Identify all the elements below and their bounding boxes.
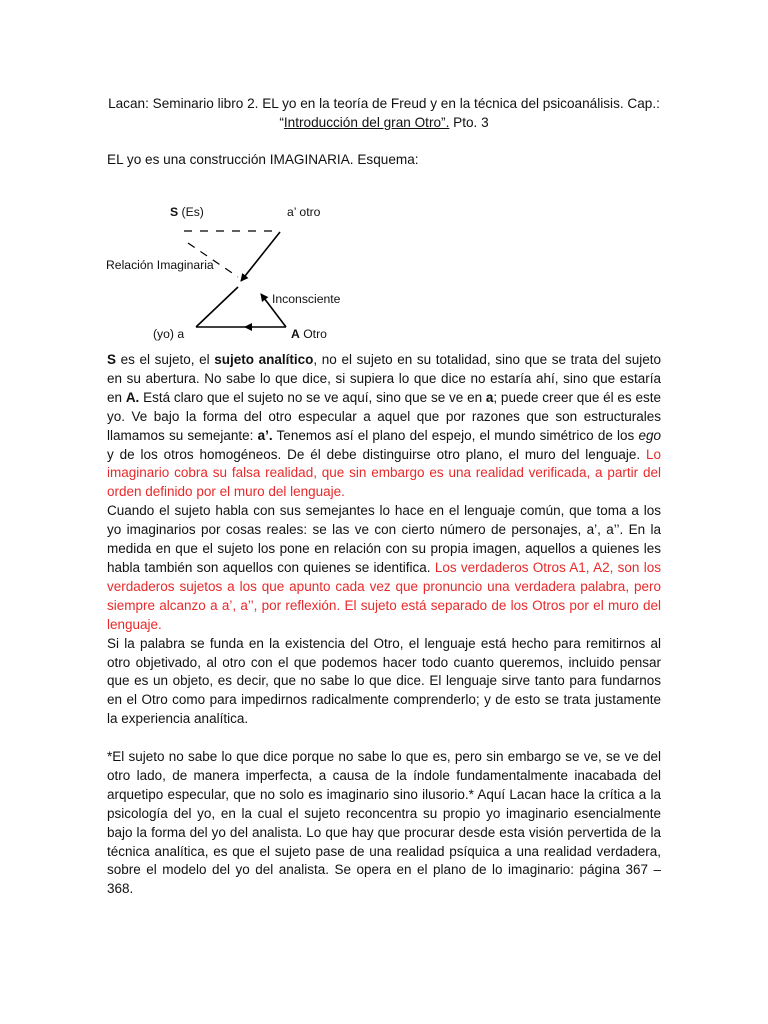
paragraph-3: Si la palabra se funda en la existencia del Otro, el lenguaje está hecho para remitirnos al otro objetivado, al otro con el que podemos hacer todo cuanto queremos, incluido pensar que es un objeto, es decir, que no sabe lo que dice. El lenguaje sirve tanto para fundarnos en el Otro como para impedirnos radicalmente comprenderlo; y de esto se trata justamente la experiencia analítica. xyxy=(107,635,661,727)
intro-line: EL yo es una construcción IMAGINARIA. Esquema: xyxy=(107,152,419,167)
document-title-line1: Lacan: Seminario libro 2. EL yo en la teoría de Freud y en la técnica del psicoanálisis. Cap.: xyxy=(108,96,660,111)
lacan-schema-diagram xyxy=(100,195,360,355)
paragraph-4: *El sujeto no sabe lo que dice porque no sabe lo que es, pero sin embargo se ve, se ve del otro lado, de manera imperfecta, a causa de la índole fundamentalmente inacabada del arquetipo especular, que no solo es imaginario sino ilusorio.* Aquí Lacan hace la crítica a la psicología del yo, en la cual el sujeto reconcentra su propio yo imaginario esencialmente bajo la forma del yo del analista. Lo que hay que procurar desde esta visión pervertida de la técnica analítica, es que el sujeto pase de una realidad psíquica a una realidad verdadera, sobre el modelo del yo del analista. Se opera en el plano de lo imaginario: página 367 – 368. xyxy=(107,749,661,897)
paragraph-2: Cuando el sujeto habla con sus semejantes lo hace en el lenguaje común, que toma a los yo imaginarios por cosas reales: se las ve con cierto número de personajes, a’, a’’. En la medida en que el sujeto los pone en relación con su propia imagen, aquellos a quienes les habla también son aquellos con quienes se identifica. Los verdaderos Otros A1, A2, son los verdaderos sujetos a los que apunto cada vez que pronuncio una verdadera palabra, pero siempre alcanzo a a’, a’’, por reflexión. El sujeto está separado de los Otros por el muro del lenguaje. xyxy=(107,503,661,632)
body-text xyxy=(107,351,661,899)
label-inconsciente: Inconsciente xyxy=(272,292,341,306)
title-point: Pto. 3 xyxy=(449,115,489,130)
title-underlined-chapter: Introducción del gran Otro”. xyxy=(283,115,450,130)
paragraph-1: S es el sujeto, el sujeto analítico, no el sujeto en su totalidad, sino que se trata del sujeto en su abertura. No sabe lo que dice, si supiera lo que dice no estaría ahí, sino que estaría en A. Está claro que el sujeto no se ve aquí, sino que se ve en a; puede creer que él es este yo. Ve bajo la forma del otro especular a aquel que por razones que son estructurales llamamos su semejante: a’. Tenemos así el plano del espejo, el mundo simétrico de los ego y de los otros homogéneos. De él debe distinguirse otro plano, el muro del lenguaje. Lo imaginario cobra su falsa realidad, que sin embargo es una realidad verificada, a partir del orden definido por el muro del lenguaje. xyxy=(107,352,662,500)
highlight-red-2: Los verdaderos Otros A1, A2, son los verdaderos sujetos a los que apunto cada vez que pronuncio una verdadera palabra, pero siempre alcanzo a a’, a’’, por reflexión. El sujeto está separado de los Otros por el muro del lenguaje. xyxy=(107,559,661,632)
document-title-line2 xyxy=(80,113,688,132)
title-open-quote: “ xyxy=(279,115,284,130)
label-s-es: S (Es) xyxy=(170,205,204,219)
line-center-to-yo-a xyxy=(196,287,238,327)
label-relacion-imaginaria: Relación Imaginaria xyxy=(106,258,214,272)
arrow-a-prime-to-center xyxy=(241,232,280,281)
label-A-otro: A Otro xyxy=(291,327,327,341)
label-a-otro: a’ otro xyxy=(287,205,321,219)
label-yo-a: (yo) a xyxy=(153,327,185,341)
highlight-red-1: Lo imaginario cobra su falsa realidad, que sin embargo es una realidad verificada, a partir del orden definido por el muro del lenguaje. xyxy=(107,446,661,500)
